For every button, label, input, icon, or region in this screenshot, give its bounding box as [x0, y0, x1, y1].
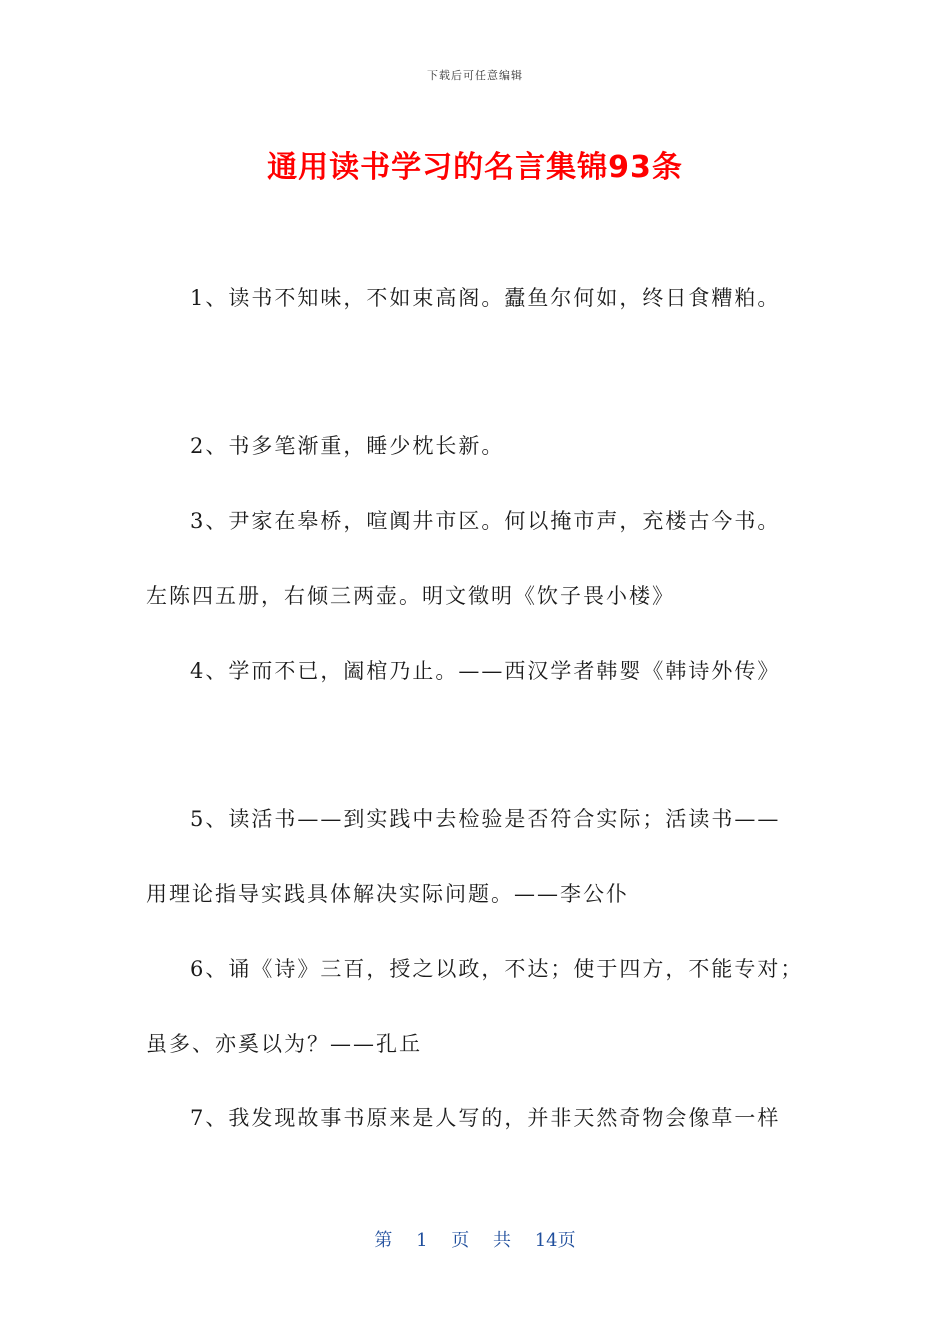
quote-line-3-continued: 左陈四五册，右倾三两壶。明文徵明《饮子畏小楼》 — [146, 584, 675, 608]
quote-line-2: 2、书多笔渐重，睡少枕长新。 — [190, 434, 505, 458]
document-title: 通用读书学习的名言集锦93条 — [267, 150, 683, 185]
quote-line-3: 3、尹家在皋桥，喧阗井市区。何以掩市声，充楼古今书。 — [190, 509, 781, 533]
footer-page-number: 1 — [416, 1230, 428, 1251]
footer-total-prefix: 共 — [493, 1230, 511, 1251]
quote-line-5: 5、读活书——到实践中去检验是否符合实际；活读书—— — [190, 807, 781, 831]
quote-line-5-continued: 用理论指导实践具体解决实际问题。——李公仆 — [146, 882, 629, 906]
page-footer — [0, 1226, 950, 1252]
quote-line-6: 6、诵《诗》三百，授之以政，不达；使于四方，不能专对； — [190, 957, 804, 981]
quote-line-1: 1、读书不知味，不如束高阁。蠹鱼尔何如，终日食糟粕。 — [190, 286, 781, 310]
quote-line-7: 7、我发现故事书原来是人写的，并非天然奇物会像草一样 — [190, 1106, 781, 1130]
footer-total-pages: 14页 — [534, 1230, 576, 1251]
quote-line-4: 4、学而不已，阖棺乃止。——西汉学者韩婴《韩诗外传》 — [190, 659, 781, 683]
quote-line-6-continued: 虽多、亦奚以为？——孔丘 — [146, 1032, 422, 1056]
footer-prefix: 第 — [374, 1230, 393, 1251]
footer-page-word: 页 — [451, 1230, 470, 1251]
header-note: 下载后可任意编辑 — [427, 69, 523, 82]
